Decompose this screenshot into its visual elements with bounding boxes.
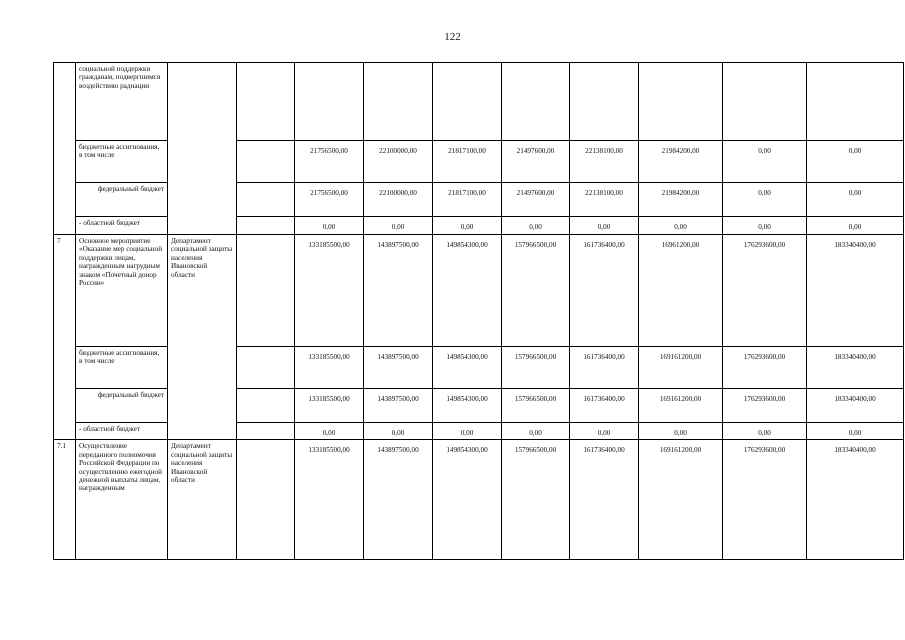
- value-cell: 0,00: [570, 217, 639, 235]
- value-cell: 161736400,00: [570, 389, 639, 423]
- value-cell-empty: [237, 141, 295, 183]
- table-row: [54, 235, 904, 347]
- value-cell: 157966500,00: [502, 440, 570, 560]
- value-cell: 0,00: [807, 423, 904, 440]
- value-cell: 22100000,00: [364, 183, 433, 217]
- row-name-cell: бюджетные ассигнования, в том числе: [76, 347, 168, 389]
- value-cell: 143897500,00: [364, 235, 433, 347]
- value-cell-empty: [237, 183, 295, 217]
- value-cell: 0,00: [502, 217, 570, 235]
- table-row: [54, 440, 904, 560]
- value-cell: [237, 63, 295, 141]
- value-cell: 0,00: [295, 423, 364, 440]
- value-cell: 161736400,00: [570, 235, 639, 347]
- value-cell: 149854300,00: [433, 235, 502, 347]
- value-cell: 22100000,00: [364, 141, 433, 183]
- value-cell: 0,00: [433, 217, 502, 235]
- row-name-cell: Основное мероприятие «Оказание мер социальной поддержки лицам, награжденным нагрудным знаком «Почетный донор России»: [76, 235, 168, 347]
- value-cell: [295, 63, 364, 141]
- value-cell: 0,00: [433, 423, 502, 440]
- page-number: 122: [444, 31, 461, 43]
- value-cell: 21497600,00: [502, 141, 570, 183]
- value-cell: 143897500,00: [364, 440, 433, 560]
- value-cell: 169161200,00: [639, 389, 723, 423]
- value-cell: 133185500,00: [295, 440, 364, 560]
- value-cell-empty: [237, 217, 295, 235]
- value-cell: 21497600,00: [502, 183, 570, 217]
- row-index-cell: 7: [54, 235, 76, 440]
- value-cell: [639, 63, 723, 141]
- value-cell: 176293600,00: [723, 440, 807, 560]
- value-cell: 0,00: [364, 217, 433, 235]
- row-name-cell: федеральный бюджет: [76, 183, 168, 217]
- budget-table: [53, 62, 904, 560]
- value-cell: 183340400,00: [807, 347, 904, 389]
- value-cell: 133185500,00: [295, 347, 364, 389]
- value-cell: 133185500,00: [295, 389, 364, 423]
- row-index-cell: [54, 63, 76, 235]
- value-cell: 176293600,00: [723, 389, 807, 423]
- value-cell: 0,00: [723, 217, 807, 235]
- value-cell-empty: [237, 347, 295, 389]
- row-name-cell: Осуществление переданного полномочия Российской Федерации по осуществлению ежегодной денежной выплаты лицам, награжденным: [76, 440, 168, 560]
- value-cell: 183340400,00: [807, 235, 904, 347]
- value-cell: [570, 63, 639, 141]
- value-cell: 0,00: [807, 217, 904, 235]
- value-cell: 183340400,00: [807, 440, 904, 560]
- value-cell: 176293600,00: [723, 347, 807, 389]
- value-cell: 0,00: [807, 141, 904, 183]
- value-cell: 0,00: [723, 141, 807, 183]
- value-cell: 169161200,00: [639, 440, 723, 560]
- value-cell-empty: [237, 235, 295, 347]
- value-cell: 157966500,00: [502, 235, 570, 347]
- value-cell: 0,00: [570, 423, 639, 440]
- executor-cell: Департамент социальной защиты населения Ивановской области: [168, 440, 237, 560]
- value-cell: 21817100,00: [433, 141, 502, 183]
- value-cell: [364, 63, 433, 141]
- value-cell: 0,00: [364, 423, 433, 440]
- executor-cell: Департамент социальной защиты населения Ивановской области: [168, 235, 237, 440]
- value-cell: 133185500,00: [295, 235, 364, 347]
- row-name-cell: бюджетные ассигнования, в том числе: [76, 141, 168, 183]
- value-cell: 149854300,00: [433, 440, 502, 560]
- value-cell: 157966500,00: [502, 347, 570, 389]
- value-cell: 21984200,00: [639, 141, 723, 183]
- row-name-cell: - областной бюджет: [76, 423, 168, 440]
- value-cell: 183340400,00: [807, 389, 904, 423]
- value-cell: 16961200,00: [639, 235, 723, 347]
- value-cell: 143897500,00: [364, 389, 433, 423]
- row-name-cell: социальной поддержки гражданам, подвергшимся воздействию радиации: [76, 63, 168, 141]
- value-cell: 21756500,00: [295, 183, 364, 217]
- row-name-cell: федеральный бюджет: [76, 389, 168, 423]
- value-cell: 22138100,00: [570, 141, 639, 183]
- value-cell: 176293600,00: [723, 235, 807, 347]
- value-cell: 143897500,00: [364, 347, 433, 389]
- value-cell: 21984200,00: [639, 183, 723, 217]
- value-cell: 22138100,00: [570, 183, 639, 217]
- value-cell: 0,00: [295, 217, 364, 235]
- value-cell: 161736400,00: [570, 347, 639, 389]
- value-cell: 0,00: [639, 217, 723, 235]
- table-row: [54, 63, 904, 141]
- value-cell: 161736400,00: [570, 440, 639, 560]
- value-cell-empty: [237, 440, 295, 560]
- value-cell: 21756500,00: [295, 141, 364, 183]
- value-cell: 0,00: [723, 183, 807, 217]
- value-cell: 0,00: [639, 423, 723, 440]
- value-cell: [433, 63, 502, 141]
- value-cell: 0,00: [807, 183, 904, 217]
- value-cell: 0,00: [723, 423, 807, 440]
- value-cell: [807, 63, 904, 141]
- value-cell: [502, 63, 570, 141]
- value-cell: [723, 63, 807, 141]
- row-index-cell: 7.1: [54, 440, 76, 560]
- value-cell-empty: [237, 389, 295, 423]
- value-cell: 157966500,00: [502, 389, 570, 423]
- value-cell: 149854300,00: [433, 347, 502, 389]
- row-name-cell: - областной бюджет: [76, 217, 168, 235]
- value-cell: 0,00: [502, 423, 570, 440]
- value-cell: 169161200,00: [639, 347, 723, 389]
- value-cell: 21817100,00: [433, 183, 502, 217]
- value-cell: 149854300,00: [433, 389, 502, 423]
- value-cell-empty: [237, 423, 295, 440]
- executor-cell: [168, 63, 237, 235]
